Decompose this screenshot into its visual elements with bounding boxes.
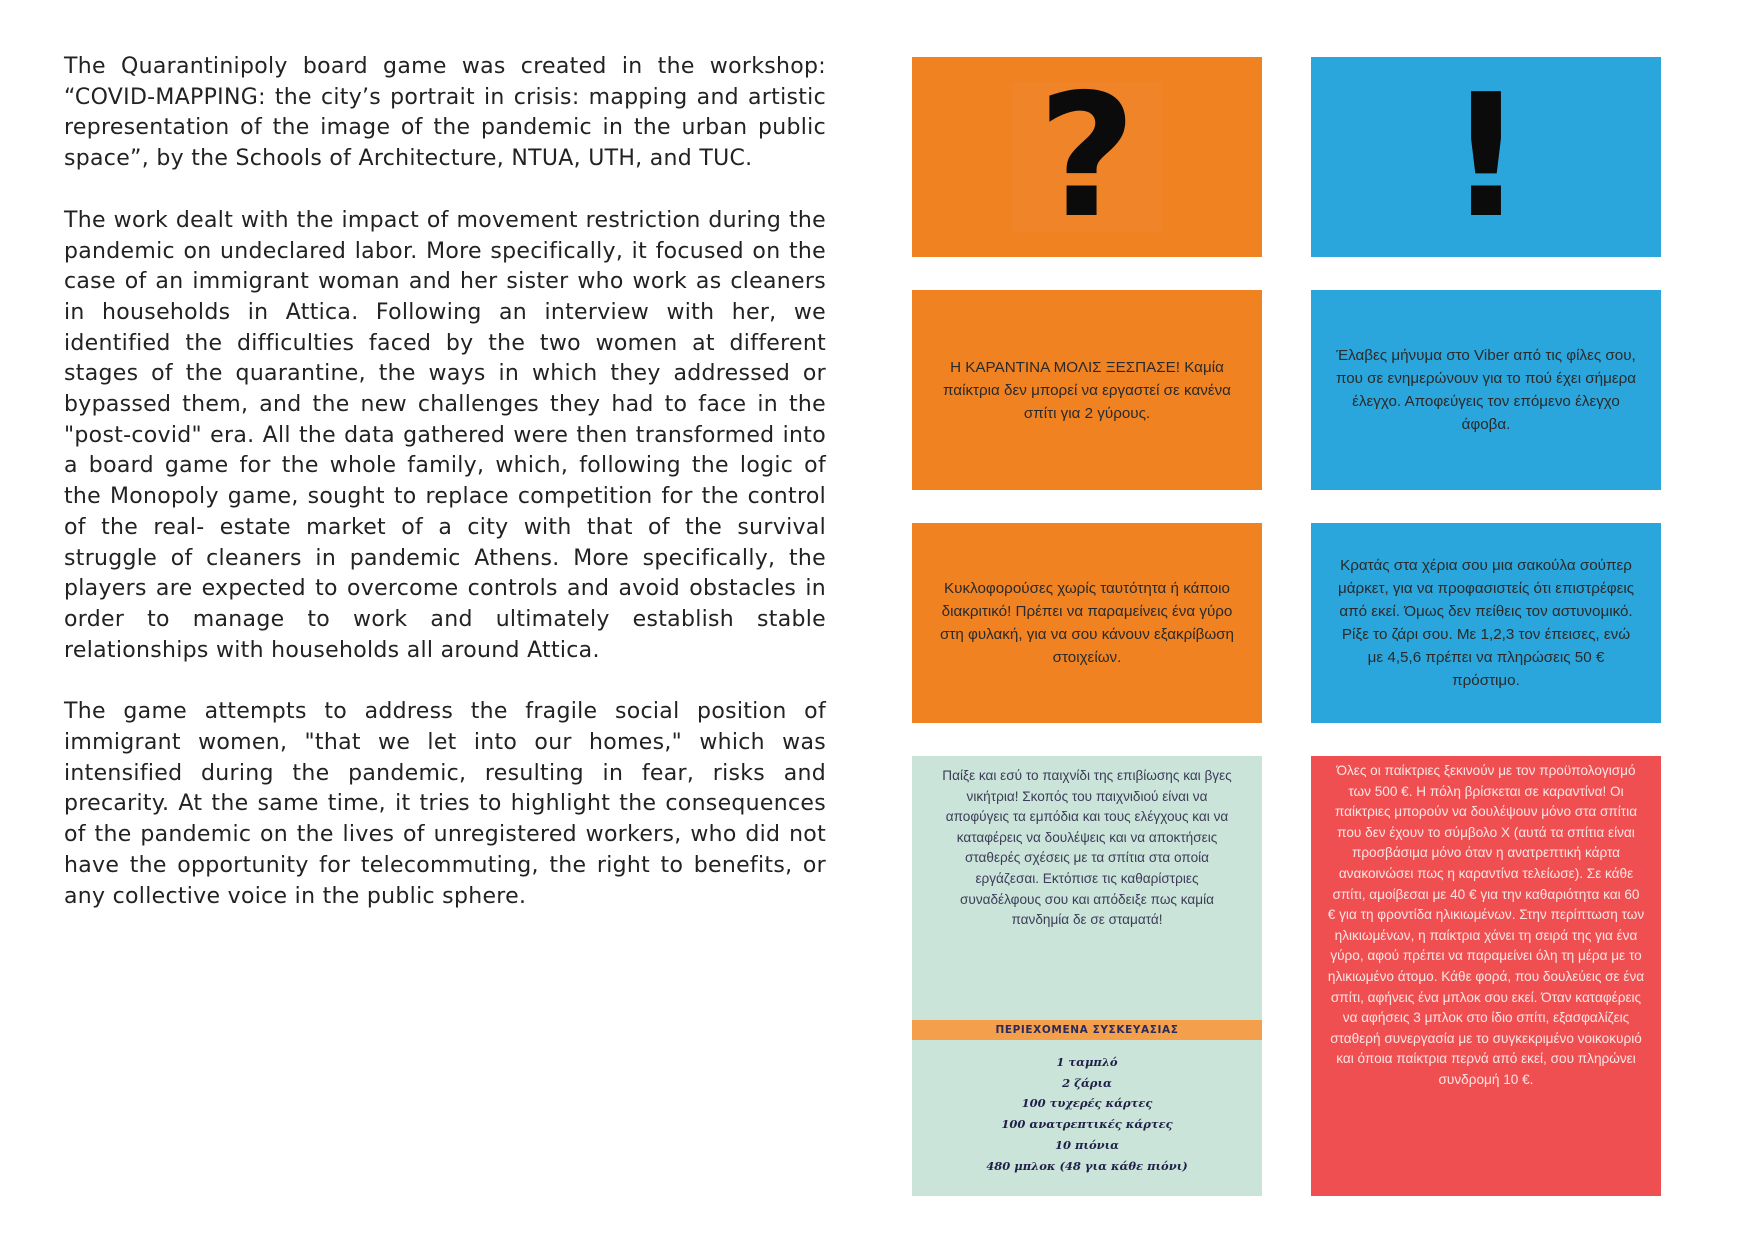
rules-card: Όλες οι παίκτριες ξεκινούν με τον προϋπολογισμό των 500 €. Η πόλη βρίσκεται σε καραντίνα! Οι παίκτριες μπορούν να δουλέψουν μόνο στα σπίτια που δεν έχουν το σύμβολο Χ (αυτά τα σπίτια είναι προσβάσιμα μόνο όταν η ανατρεπτική κάρτα ανακοινώσει πως η καραντίνα τελείωσε). Σε κάθε σπίτι, αμοίβεσαι με 40 € για την καθαριότητα και 60 € για τη φροντίδα ηλικιωμένων. Στην περίπτωση των ηλικιωμένων, η παίκτρια χάνει τη σειρά της για ένα γύρο, αφού πρέπει να παραμείνει όλη τη μέρα με το ηλικιωμένο άτομο. Κάθε φορά, που δουλεύεις σε ένα σπίτι, αφήνεις ένα μπλοκ σου εκεί. Όταν καταφέρεις να αφήσεις 3 μπλοκ στο ίδιο σπίτι, εξασφαλίζεις σταθερή συνεργασία με το συγκεκριμένο νοικοκυριό και όποια παίκτρια περνά από εκεί, σου πληρώνει συνδρομή 10 €.	[1311, 756, 1661, 1196]
card-back-question	[912, 57, 1262, 257]
contents-item: 10 πιόνια	[1054, 1137, 1120, 1152]
box-back-panel	[912, 756, 1262, 1196]
question-mark-icon: ?	[1037, 58, 1137, 256]
card-blue-viber	[1311, 290, 1661, 490]
contents-item: 480 μπλοκ (48 για κάθε πιόνι)	[986, 1158, 1188, 1173]
contents-heading: ΠΕΡΙΕΧΟΜΕΝΑ ΣΥΣΚΕΥΑΣΙΑΣ	[912, 1020, 1262, 1040]
exclamation-mark-icon: !	[1447, 58, 1525, 256]
contents-item: 100 τυχερές κάρτες	[1021, 1096, 1153, 1111]
card-back-exclamation	[1311, 57, 1661, 257]
card-blue-supermarket	[1311, 523, 1661, 723]
card-orange-quarantine	[912, 290, 1262, 490]
question-mark-panel	[1012, 58, 1162, 256]
card-orange-id-check	[912, 523, 1262, 723]
card-text: Έλαβες μήνυμα στο Viber από τις φίλες σου, που σε ενημερώνουν για το πού έχει σήμερα έλεγχο. Αποφεύγεις τον επόμενο έλεγχο άφοβα.	[1335, 347, 1637, 433]
card-text: Κυκλοφορούσες χωρίς ταυτότητα ή κάποιο διακριτικό! Πρέπει να παραμείνεις ένα γύρο στη φυλακή, για να σου κάνουν εξακρίβωση στοιχείων.	[939, 580, 1235, 666]
contents-list	[912, 1040, 1262, 1196]
contents-item: 2 ζάρια	[1062, 1075, 1112, 1090]
card-text: Κρατάς στα χέρια σου μια σακούλα σούπερ μάρκετ, για να προφασιστείς ότι επιστρέφεις από εκεί. Όμως δεν πείθεις τον αστυνομικό. Ρίξε το ζάρι σου. Με 1,2,3 τον έπεισες, ενώ με 4,5,6 πρέπει να πληρώσεις 50 € πρόστιμο.	[1337, 557, 1635, 689]
contents-item: 1 ταμπλό	[1056, 1055, 1118, 1069]
paragraph-intro: The Quarantinipoly board game was created in the workshop: “COVID-MAPPING: the city’s portrait in crisis: mapping and artistic representation of the image of the pandemic in the urban public space”, by the Schools of Architecture, NTUA, UTH, and TUC.	[64, 54, 826, 172]
paragraph-work: The work dealt with the impact of movement restriction during the pandemic on undeclared labor. More specifically, it focused on the case of an immigrant woman and her sister who work as cleaners in households in Attica. Following an interview with her, we identified the difficulties faced by the two women at different stages of the quarantine, the ways in which they addressed or bypassed them, and the new challenges they had to face in the "post-covid" era. All the data gathered were then transformed into a board game for the whole family, which, following the logic of the Monopoly game, sought to replace competition for the control of the real- estate market of a city with that of the survival struggle of cleaners in pandemic Athens. More specifically, the players are expected to overcome controls and avoid obstacles in order to manage to work and ultimately establish stable relationships with households all around Attica.	[64, 207, 826, 663]
box-back-intro: Παίξε και εσύ το παιχνίδι της επιβίωσης και βγες νικήτρια! Σκοπός του παιχνιδιού είναι να αποφύγεις τα εμπόδια και τους ελέγχους και να καταφέρεις να δουλέψεις και να αποκτήσεις σταθερές σχέσεις με τα σπίτια στα οποία εργάζεσαι. Εκτόπισε τις καθαρίστριες συναδέλφους σου και απόδειξε πως καμία πανδημία δε σε σταματά!	[912, 756, 1262, 1020]
card-text: Η ΚΑΡΑΝΤΙΝΑ ΜΟΛΙΣ ΞΕΣΠΑΣΕ! Καμία παίκτρια δεν μπορεί να εργαστεί σε κανένα σπίτι για 2 γύρους.	[943, 358, 1231, 422]
description-column	[64, 52, 826, 943]
paragraph-game: The game attempts to address the fragile social position of immigrant women, "that we let into our homes," which was intensified during the pandemic, resulting in fear, risks and precarity. At the same time, it tries to highlight the consequences of the pandemic on the lives of unregistered workers, who did not have the opportunity for telecommuting, the right to benefits, or any collective voice in the public sphere.	[64, 699, 826, 909]
contents-item: 100 ανατρεπτικές κάρτες	[1001, 1117, 1173, 1132]
